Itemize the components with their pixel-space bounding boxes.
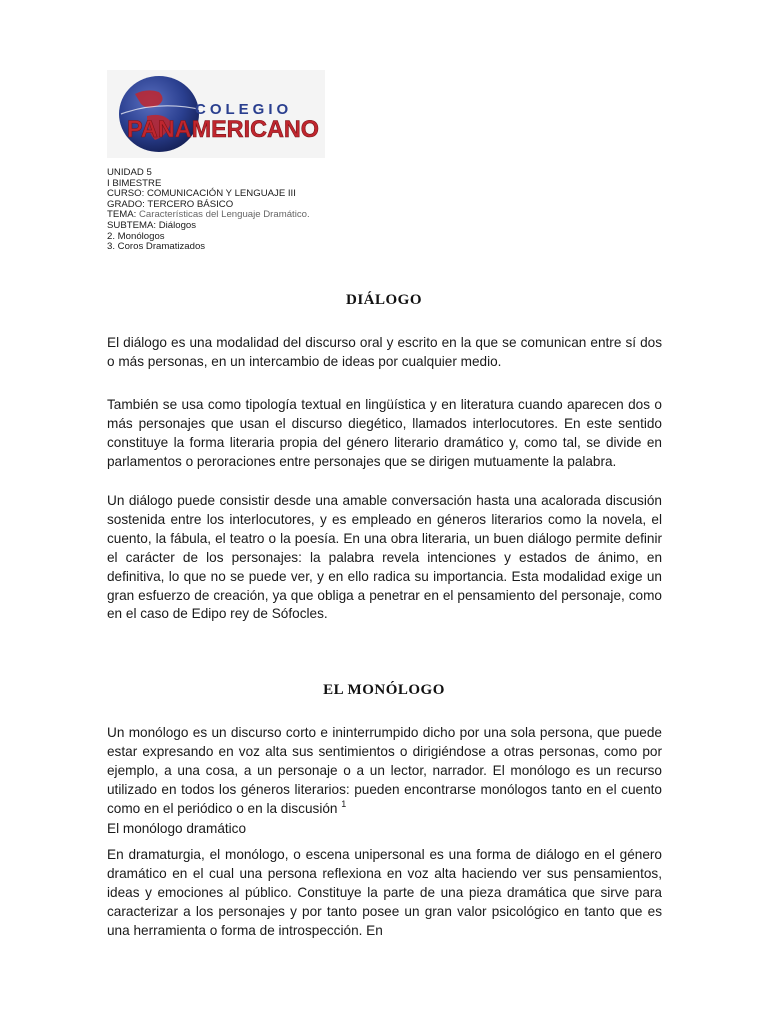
section-title-monologo: EL MONÓLOGO — [323, 682, 445, 698]
logo-line1: COLEGIO — [195, 101, 293, 118]
paragraph-dialogo-2: También se usa como tipología textual en lingüística y en literatura cuando aparecen dos o más personajes que usan el discurso diegético, llamados interlocutores. En este sentido constituye la forma literaria propia del género literario dramático y, como tal, se divide en parlamentos o peroraciones entre personajes que se dirigen mutuamente la palabra. — [107, 397, 662, 469]
footnote-marker[interactable]: 1 — [341, 798, 347, 809]
subtopic-label: SUBTEMA: — [107, 219, 157, 231]
list-item-monologos: 2. Monólogos — [107, 230, 165, 242]
subsection-title-monologo-dramatico: El monólogo dramático — [107, 821, 247, 836]
paragraph-monologo-1 — [107, 724, 662, 819]
list-item-coros: 3. Coros Dramatizados — [107, 241, 206, 253]
unit-label: UNIDAD 5 — [107, 167, 152, 178]
paragraph-monologo-1-text: Un monólogo es un discurso corto e ininterrumpido dicho por una sola persona, que puede estar expresando en voz alta sus sentimientos o dirigiéndose a otras personas, como por ejemplo, a una cosa, a un personaje o a un lector, narrador. El monólogo es un recurso utilizado en todos los géneros literarios: pueden encontrarse monólogos tanto en el cuento como en el periódico o en la discusión — [107, 725, 662, 816]
paragraph-dialogo-3: Un diálogo puede consistir desde una amable conversación hasta una acalorada discusión sostenida entre los interlocutores, y es empleado en géneros literarios como la novela, el cuento, la fábula, el teatro o la poesía. En una obra literaria, un buen diálogo permite definir el carácter de los personajes: la palabra revela intenciones y estados de ánimo, en definitiva, lo que no se puede ver, y en ello radica su importancia. Esta modalidad exige un gran esfuerzo de creación, ya que obliga a penetrar en el pensamiento del personaje, como en el caso de Edipo rey de Sófocles. — [107, 493, 662, 622]
grade-label: GRADO: TERCERO BÁSICO — [107, 198, 234, 210]
course-label: CURSO: COMUNICACIÓN Y LENGUAJE III — [107, 188, 296, 200]
paragraph-dialogo-1: El diálogo es una modalidad del discurso oral y escrito en la que se comunican entre sí dos o más personas, en un intercambio de ideas por cualquier medio. — [107, 335, 662, 369]
school-logo — [107, 70, 325, 158]
subtopic-line — [107, 221, 507, 232]
paragraph-monologo-2: En dramaturgia, el monólogo, o escena unipersonal es una forma de diálogo en el género dramático en el cual una persona reflexiona en voz alta haciendo ver sus pensamientos, ideas y emociones al público. Constituye la parte de una pieza dramática que sirve para caracterizar a los personajes y por tanto posee un gran valor psicológico en tanto que es una herramienta o forma de introspección. En — [107, 847, 662, 938]
topic-label: TEMA: — [107, 209, 137, 221]
logo-line2: PANAMERICANO — [127, 116, 319, 143]
bimester-label: I BIMESTRE — [107, 177, 162, 189]
topic-value: Características del Lenguaje Dramático. — [136, 209, 310, 221]
course-metadata — [107, 168, 507, 253]
section-title-dialogo: DIÁLOGO — [345, 292, 422, 308]
subtopic-value: Diálogos — [156, 219, 197, 231]
globe-logo-icon — [107, 70, 325, 158]
